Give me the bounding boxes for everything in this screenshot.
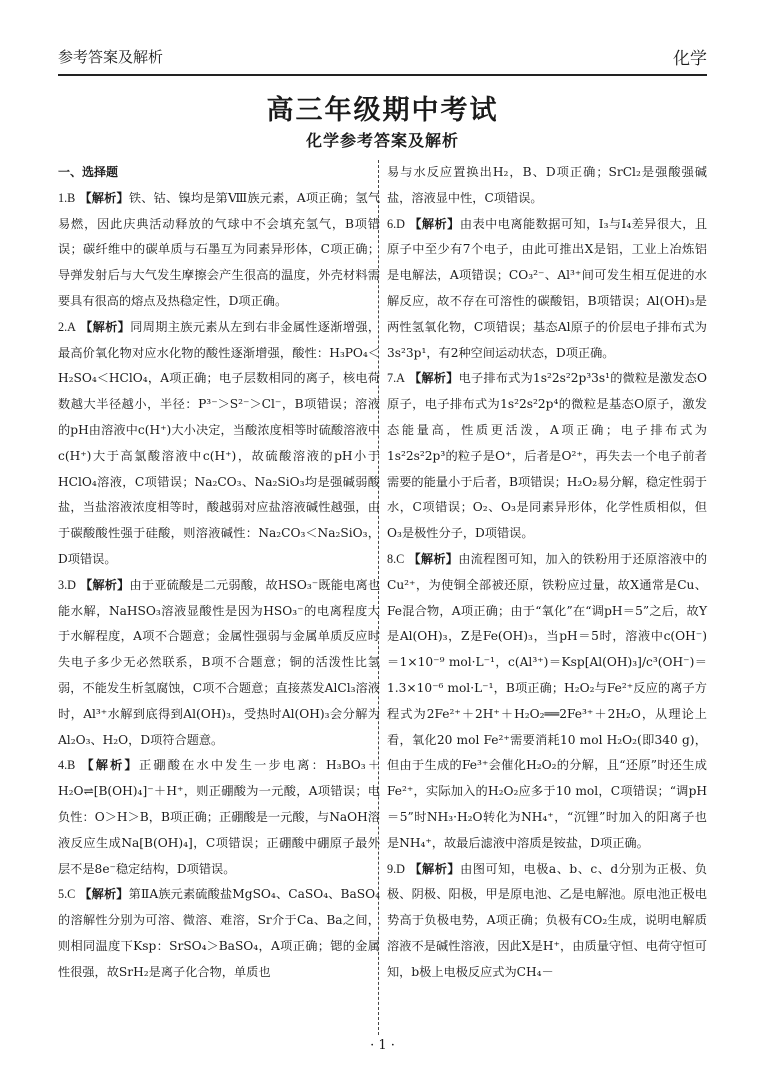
answer-text: 同周期主族元素从左到右非金属性逐渐增强，最高价氧化物对应水化物的酸性逐渐增强，酸性：H₃PO₄＜H₂SO₄＜HClO₄，A项正确；电子层数相同的离子，核电荷数越大半径越小，半径：P³⁻＞S²⁻＞Cl⁻，B项错误；溶液的pH由溶液中c(H⁺)大小决定，当酸浓度相等时硫酸溶液中c(H⁺)大于高氯酸溶液中c(H⁺)，故硫酸溶液的pH小于HClO₄溶液，C项错误；Na₂CO₃、Na₂SiO₃均是强碱弱酸盐，当盐溶液浓度相等时，酸越弱对应盐溶液碱性越强，由于碳酸酸性强于硅酸，则溶液碱性：Na₂CO₃＜Na₂SiO₃，D项错误。 — [58, 319, 381, 566]
answer-number: 6.D — [387, 216, 405, 231]
answer-number: 1.B — [58, 190, 76, 205]
header-left-text: 参考答案及解析 — [58, 48, 164, 66]
analysis-tag: 【解析】 — [79, 190, 129, 205]
answer-item-3 — [58, 573, 380, 754]
answer-text: 铁、钴、镍均是第Ⅷ族元素，A项正确；氢气易燃，因此庆典活动释放的气球中不会填充氢气，B项错误；碳纤维中的碳单质与石墨互为同素异形体，C项正确；导弹发射后与大气发生摩擦会产生很高的温度，外壳材料需要具有很高的熔点及热稳定性，D项正确。 — [58, 190, 381, 308]
page-number: · 1 · — [370, 1038, 395, 1053]
analysis-tag: 【解析】 — [80, 577, 130, 592]
analysis-tag: 【解析】 — [80, 319, 131, 334]
answer-item-5 — [58, 882, 380, 985]
answer-number: 4.B — [58, 758, 76, 773]
answer-number: 7.A — [387, 371, 405, 386]
analysis-tag: 【解析】 — [409, 861, 461, 876]
answer-item-2 — [58, 315, 380, 573]
answer-text: 正硼酸在水中发生一步电离：H₃BO₃＋H₂O⇌[B(OH)₄]⁻＋H⁺，则正硼酸为一元酸，A项错误；电负性：O＞H＞B，B项正确；正硼酸是一元酸，与NaOH溶液反应生成Na[B(OH)₄]，C项错误；正硼酸中硼原子最外层不是8e⁻稳定结构，D项错误。 — [58, 758, 381, 876]
answer-text: 由于亚硫酸是二元弱酸，故HSO₃⁻既能电离也能水解，NaHSO₃溶液显酸性是因为HSO₃⁻的电离程度大于水解程度，A项不合题意；金属性强弱与金属单质反应时失电子多少无必然联系，B项不合题意；铜的活泼性比氢弱，不能发生析氢腐蚀，C项不合题意；直接蒸发AlCl₃溶液时，Al³⁺水解到底得到Al(OH)₃，受热时Al(OH)₃会分解为Al₂O₃、H₂O，D项符合题意。 — [58, 577, 381, 747]
section-title: 一、选择题 — [58, 165, 119, 179]
answer-item-9 — [387, 857, 707, 986]
answer-text: 电子排布式为1s²2s²2p³3s¹的微粒是激发态O原子，电子排布式为1s²2s²2p⁴的微粒是基态O原子，激发态能量高，性质更活泼，A项正确；电子排布式为1s²2s²2p³的粒子是O⁺，后者是O²⁺，再失去一个电子前者需要的能量小于后者，B项错误；H₂O₂易分解，稳定性弱于水，C项错误；O₂、O₃是同素异形体，化学性质相似，但O₃是极性分子，D项错误。 — [387, 371, 707, 541]
page-header — [58, 40, 707, 76]
answer-text: 由流程图可知，加入的铁粉用于还原溶液中的Cu²⁺，为使铜全部被还原，铁粉应过量，故X通常是Cu、Fe混合物，A项正确；由于“氧化”在“调pH＝5”之后，故Y是Al(OH)₃，Z是Fe(OH)₃，当pH＝5时，溶液中c(OH⁻)＝1×10⁻⁹ mol·L⁻¹，c(Al³⁺)＝Ksp[Al(OH)₃]/c³(OH⁻)＝1.3×10⁻⁶ mol·L⁻¹，B项正确；H₂O₂与Fe²⁺反应的离子方程式为2Fe²⁺＋2H⁺＋H₂O₂══2Fe³⁺＋2H₂O，从理论上看，氧化20 mol Fe²⁺需要消耗10 mol H₂O₂(即340 g)，但由于生成的Fe³⁺会催化H₂O₂的分解，且“还原”时还生成Fe²⁺，实际加入的H₂O₂应多于10 mol，C项错误；“调pH＝5”时NH₃·H₂O转化为NH₄⁺，“沉锂”时加入的阳离子也是NH₄⁺，故最后滤液中溶质是铵盐，D项正确。 — [387, 551, 708, 850]
answer-text: 第ⅡA族元素硫酸盐MgSO₄、CaSO₄、BaSO₄的溶解性分别为可溶、微溶、难溶，Sr介于Ca、Ba之间，则相同温度下Ksp：SrSO₄＞BaSO₄，A项正确；锶的金属性很强，故SrH₂是离子化合物，单质也 — [58, 887, 381, 979]
answer-item-8 — [387, 547, 707, 857]
document-title: 高三年级期中考试 — [266, 95, 499, 126]
continued-text: 易与水反应置换出H₂，B、D项正确；SrCl₂是强酸强碱盐，溶液显中性，C项错误。 — [387, 165, 707, 205]
right-column — [387, 160, 707, 986]
answer-text: 由表中电离能数据可知，I₃与I₄差异很大，且原子中至少有7个电子，由此可推出X是铝，工业上冶炼铝是电解法，A项错误；CO₃²⁻、Al³⁺间可发生相互促进的水解反应，故不存在可溶性的碳酸铝，B项错误；Al(OH)₃是两性氢氧化物，C项错误；基态Al原子的价层电子排布式为3s²3p¹，有2种空间运动状态，D项正确。 — [387, 216, 708, 360]
answer-number: 2.A — [58, 319, 76, 334]
analysis-tag: 【解析】 — [81, 758, 139, 773]
answer-number: 9.D — [387, 861, 405, 876]
answer-number: 8.C — [387, 551, 405, 566]
answer-item-7 — [387, 366, 707, 547]
answer-number: 3.D — [58, 577, 76, 592]
header-subject: 化学 — [673, 49, 707, 69]
answer-item-1 — [58, 186, 380, 315]
document-subtitle: 化学参考答案及解析 — [305, 131, 459, 150]
answer-item-4 — [58, 753, 380, 882]
answer-item-6 — [387, 212, 707, 367]
answer-number: 5.C — [58, 887, 76, 902]
analysis-tag: 【解析】 — [79, 887, 129, 902]
left-column — [58, 160, 380, 986]
analysis-tag: 【解析】 — [409, 216, 460, 231]
analysis-tag: 【解析】 — [409, 371, 459, 386]
analysis-tag: 【解析】 — [408, 551, 459, 566]
answer-text: 由图可知，电极a、b、c、d分别为正极、负极、阴极、阳极，甲是原电池、乙是电解池。原电池正极电势高于负极电势，A项正确；负极有CO₂生成，说明电解质溶液不是碱性溶液，因此X是H⁺，由质量守恒、电荷守恒可知，b极上电极反应式为CH₄－ — [387, 861, 708, 979]
